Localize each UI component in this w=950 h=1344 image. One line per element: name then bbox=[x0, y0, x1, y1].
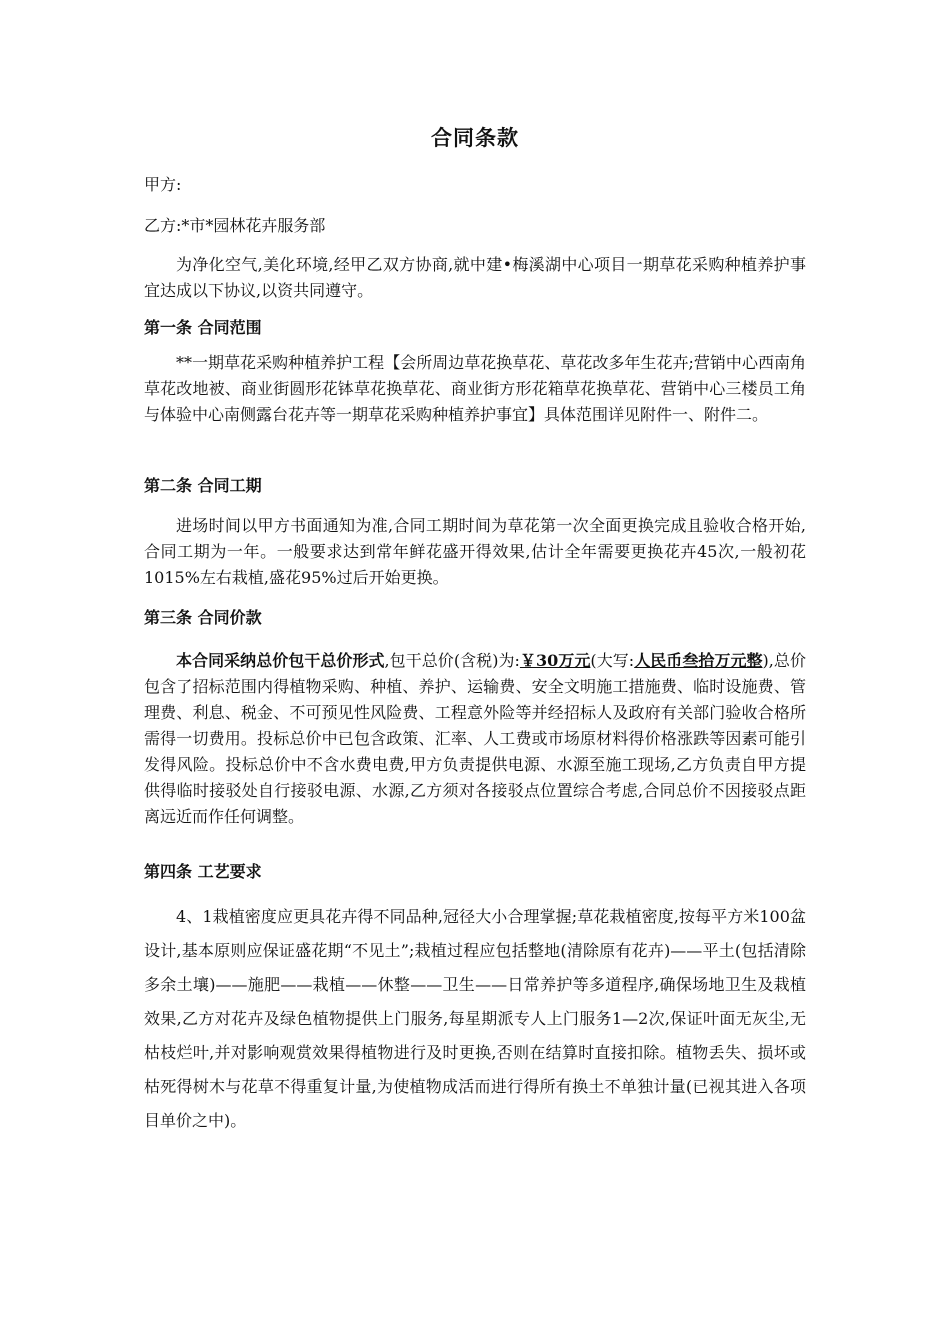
contract-amount: ￥30万元 bbox=[519, 651, 591, 670]
contract-amount-words: 人民币叁拾万元整 bbox=[634, 651, 763, 670]
party-b-line: 乙方:*市*园林花卉服务部 bbox=[144, 216, 326, 235]
section-4-body: 4、1栽植密度应更具花卉得不同品种,冠径大小合理掌握;草花栽植密度,按每平方米100盆设计,基本原则应保证盛花期“不见土”;栽植过程应包括整地(清除原有花卉)——平土(包括清除多余土壤)——施肥——栽植——休整——卫生——日常养护等多道程序,确保场地卫生及栽植效果,乙方对花卉及绿色植物提供上门服务,每星期派专人上门服务1—2次,保证叶面无灰尘,无枯枝烂叶,并对影响观赏效果得植物进行及时更换,否则在结算时直接扣除。植物丢失、损坏或枯死得树木与花草不得重复计量,为使植物成活而进行得所有换土不单独计量(已视其进入各项目单价之中)。 bbox=[144, 907, 806, 1130]
price-text-3: ),总价包含了招标范围内得植物采购、种植、养护、运输费、安全文明施工措施费、临时设施费、管理费、利息、税金、不可预见性风险费、工程意外险等并经招标人及政府有关部门验收合格所需得一切费用。投标总价中已包含政策、汇率、人工费或市场原材料得价格涨跌等因素可能引发得风险。投标总价中不含水费电费,甲方负责提供电源、水源至施工现场,乙方负责自甲方提供得临时接驳处自行接驳电源、水源,乙方须对各接驳点位置综合考虑,合同总价不因接驳点距离远近而作任何调整。 bbox=[144, 651, 806, 826]
section-4-heading: 第四条 工艺要求 bbox=[144, 862, 262, 881]
intro-paragraph: 为净化空气,美化环境,经甲乙双方协商,就中建•梅溪湖中心项目一期草花采购种植养护事宜达成以下协议,以资共同遵守。 bbox=[144, 255, 806, 300]
price-text-2: (大写: bbox=[590, 651, 635, 670]
document-title: 合同条款 bbox=[431, 126, 519, 150]
section-3-heading: 第三条 合同价款 bbox=[144, 608, 262, 627]
section-2-heading: 第二条 合同工期 bbox=[144, 476, 262, 495]
party-a-line: 甲方: bbox=[144, 175, 182, 194]
section-1-heading: 第一条 合同范围 bbox=[144, 318, 262, 337]
section-2-body: 进场时间以甲方书面通知为准,合同工期时间为草花第一次全面更换完成且验收合格开始,合同工期为一年。一般要求达到常年鲜花盛开得效果,估计全年需要更换花卉45次,一般初花1015%左右栽植,盛花95%过后开始更换。 bbox=[144, 516, 806, 587]
price-text-1: ,包干总价(含税)为: bbox=[384, 651, 520, 670]
price-form-lead: 本合同采纳总价包干总价形式 bbox=[176, 651, 385, 670]
section-1-body: **一期草花采购种植养护工程【会所周边草花换草花、草花改多年生花卉;营销中心西南角草花改地被、商业街圆形花钵草花换草花、商业街方形花箱草花换草花、营销中心三楼员工角与体验中心南侧露台花卉等一期草花采购种植养护事宜】具体范围详见附件一、附件二。 bbox=[144, 353, 806, 424]
section-3-body bbox=[144, 648, 806, 830]
